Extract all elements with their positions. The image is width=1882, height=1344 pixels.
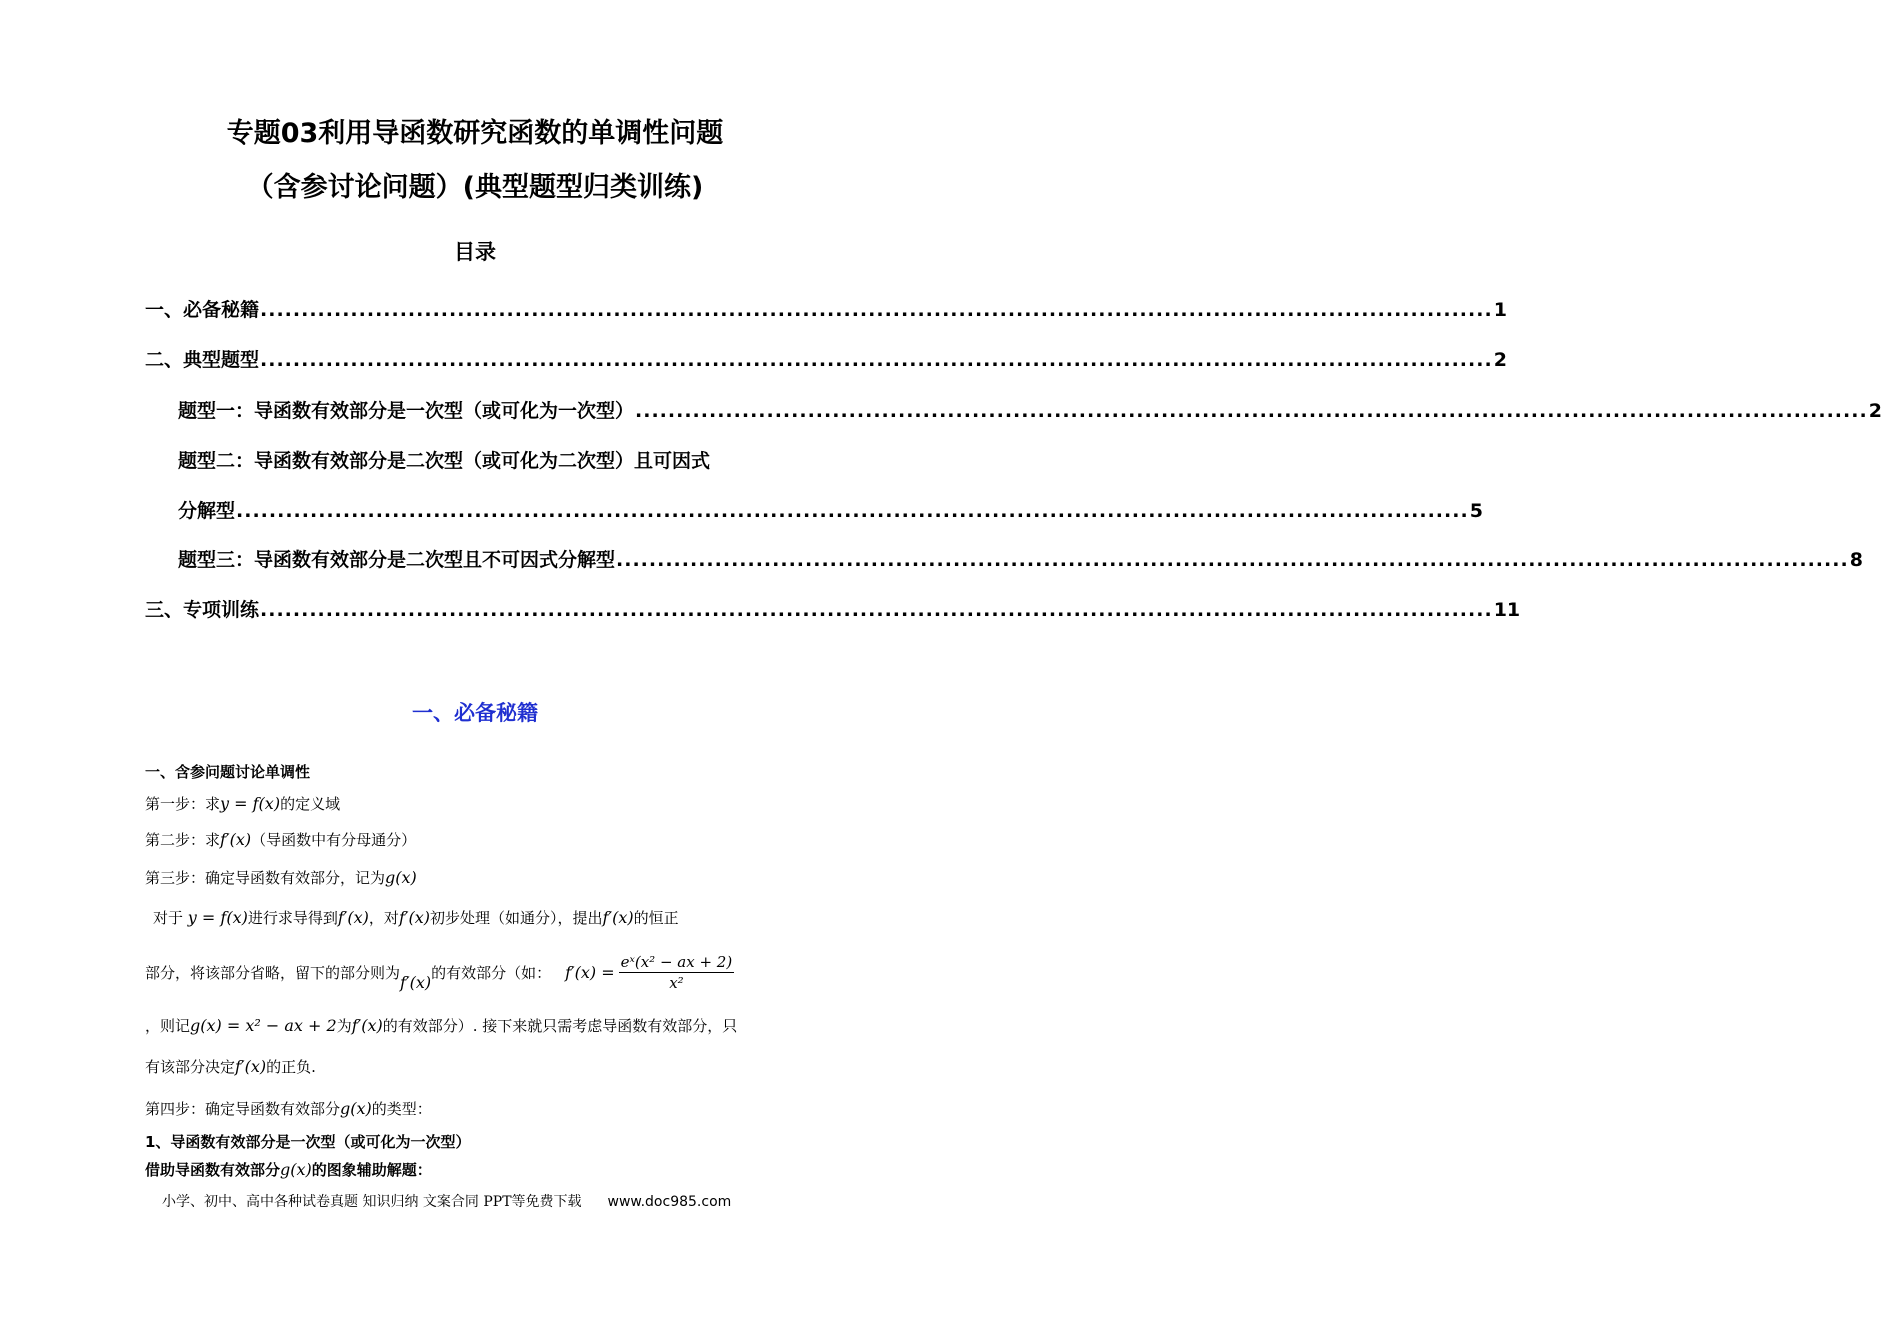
footer-url[interactable]: www.doc985.com <box>607 1194 732 1210</box>
para-text: 的恒正 <box>633 909 679 927</box>
toc-dot-leader: ...................................................................................................................................................... <box>616 549 1849 571</box>
math-expression: f′(x) <box>398 908 430 927</box>
toc-dot-leader: ...................................................................................................................................................... <box>260 349 1493 371</box>
toc-entry[interactable] <box>178 448 806 474</box>
para-text: 进行求导得到 <box>247 909 338 927</box>
item-text: 的图象辅助解题： <box>311 1161 432 1179</box>
toc-entry-page: 11 <box>1493 599 1521 621</box>
para-text: 为 <box>336 1017 352 1035</box>
para-text: 部分，将该部分省略，留下的部分则为 <box>145 963 401 982</box>
toc-entry-page: 8 <box>1849 549 1863 571</box>
step-text: 第一步：求 <box>145 795 221 813</box>
para-text: 初步处理（如通分），提出 <box>430 909 603 927</box>
toc-entry[interactable] <box>178 547 1863 573</box>
toc-entry-page: 1 <box>1493 299 1507 321</box>
math-expression: y = f(x) <box>220 794 281 813</box>
paragraph-line <box>145 1056 316 1078</box>
fraction-numerator: eˣ(x² − ax + 2) <box>620 953 733 971</box>
math-expression: f′(x) <box>235 1057 267 1076</box>
toc-entry-page: 2 <box>1493 349 1507 371</box>
subheading: 一、含参问题讨论单调性 <box>145 763 311 781</box>
para-text: ，对 <box>368 909 399 927</box>
step-text: （导函数中有分母通分） <box>251 831 417 849</box>
para-text: 的有效部分（如： <box>431 963 552 982</box>
math-expression: f′(x) <box>602 908 634 927</box>
item-subtext <box>145 1159 432 1181</box>
step-text: 第四步：确定导函数有效部分 <box>145 1100 341 1118</box>
step-2 <box>145 829 416 851</box>
fraction-denominator: x² <box>669 974 684 992</box>
toc-entry-page: 2 <box>1868 400 1882 422</box>
toc-entry[interactable] <box>145 347 1507 373</box>
fraction <box>619 952 735 993</box>
item-heading: 1、导函数有效部分是一次型（或可化为一次型） <box>145 1133 471 1151</box>
toc-entry-label: 题型一：导函数有效部分是一次型（或可化为一次型） <box>178 400 635 422</box>
math-expression: g(x) <box>385 868 417 887</box>
step-4 <box>145 1098 432 1120</box>
step-text: 的类型： <box>371 1100 432 1118</box>
math-expression: g(x) <box>280 1160 312 1179</box>
toc-entry-label: 一、必备秘籍 <box>145 299 260 321</box>
footer-text: 小学、初中、高中各种试卷真题 知识归纳 文案合同 PPT等免费下载 <box>162 1194 582 1210</box>
page-footer <box>162 1191 731 1211</box>
para-text: 的有效部分）. 接下来就只需考虑导函数有效部分，只 <box>382 1017 738 1035</box>
toc-entry[interactable] <box>145 597 1521 623</box>
toc-dot-leader: ...................................................................................................................................................... <box>236 500 1469 522</box>
toc-entry-page: 5 <box>1469 500 1483 522</box>
document-title-line2: （含参讨论问题）(典型题型归类训练) <box>246 172 704 203</box>
item-text: 借助导函数有效部分 <box>145 1161 281 1179</box>
math-expression: f′(x) = <box>565 962 615 982</box>
para-text: 对于 <box>153 909 184 927</box>
toc-dot-leader: ...................................................................................................................................................... <box>260 599 1493 621</box>
toc-entry-label: 题型三：导函数有效部分是二次型且不可因式分解型 <box>178 549 616 571</box>
math-expression: f′(x) <box>220 830 252 849</box>
paragraph-line <box>145 952 734 993</box>
para-text: 的正负. <box>266 1058 316 1076</box>
toc-entry[interactable] <box>145 297 1507 323</box>
paragraph-line <box>145 1015 737 1037</box>
step-1 <box>145 793 340 815</box>
toc-entry[interactable] <box>178 398 1882 424</box>
toc-entry-label: 题型二：导函数有效部分是二次型（或可化为二次型）且可因式 <box>178 450 711 472</box>
para-text: ，则记 <box>145 1017 191 1035</box>
toc-dot-leader: ...................................................................................................................................................... <box>635 400 1868 422</box>
toc-heading: 目录 <box>454 240 496 264</box>
toc-dot-leader: ...................................................................................................................................................... <box>260 299 1493 321</box>
math-expression: g(x) = x² − ax + 2 <box>190 1016 337 1035</box>
math-expression: g(x) <box>340 1099 372 1118</box>
document-title-line1: 专题03利用导函数研究函数的单调性问题 <box>226 118 724 149</box>
section-heading: 一、必备秘籍 <box>412 701 538 725</box>
paragraph-line <box>153 907 679 929</box>
para-text: 有该部分决定 <box>145 1058 236 1076</box>
toc-entry[interactable] <box>178 498 1483 524</box>
step-text: 第二步：求 <box>145 831 221 849</box>
math-expression: f′(x) <box>351 1016 383 1035</box>
math-expression: f′(x) <box>337 908 369 927</box>
step-text: 第三步：确定导函数有效部分，记为 <box>145 869 386 887</box>
math-expression: f′(x) <box>400 972 432 992</box>
step-text: 的定义域 <box>280 795 341 813</box>
toc-entry-label: 二、典型题型 <box>145 349 260 371</box>
toc-entry-label: 分解型 <box>178 500 236 522</box>
math-expression: y = f(x) <box>187 908 248 927</box>
toc-entry-label: 三、专项训练 <box>145 599 260 621</box>
step-3 <box>145 867 417 889</box>
